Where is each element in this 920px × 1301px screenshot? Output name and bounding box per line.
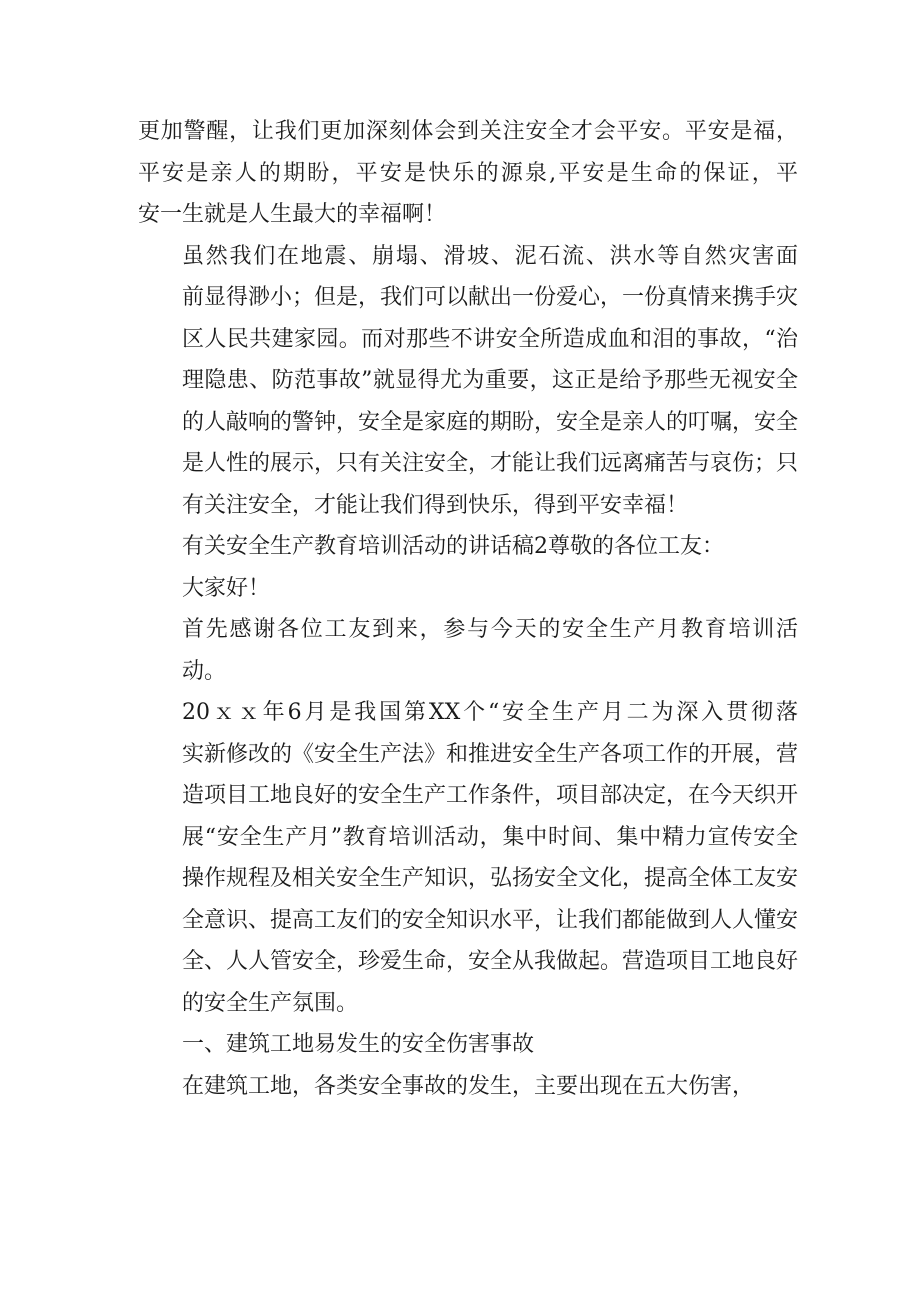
text-line: 造项目工地良好的安全生产工作条件，项目部决定，在今天织开 <box>182 783 799 808</box>
document-body <box>138 111 798 1107</box>
text-line: 平安是亲人的期盼，平安是快乐的源泉,平安是生命的保证，平 <box>138 160 798 186</box>
paragraph <box>138 1066 798 1108</box>
paragraph <box>138 526 798 568</box>
text-line: 20ｘｘ年6月是我国第XX个“安全生产月二为深入贯彻落 <box>182 700 798 725</box>
text-line: 虽然我们在地震、崩塌、滑坡、泥石流、洪水等自然灾害面 <box>182 243 798 269</box>
text-line: 是人性的展示，只有关注安全，才能让我们远离痛苦与哀伤；只 <box>182 451 799 476</box>
paragraph <box>138 568 798 610</box>
paragraph <box>138 692 798 1024</box>
text-line: 理隐患、防范事故”就显得尤为重要，这正是给予那些无视安全 <box>182 368 798 393</box>
text-line: 全意识、提高工友们的安全知识水平，让我们都能做到人人懂安 <box>182 907 799 933</box>
text-line: 安一生就是人生最大的幸福啊！ <box>138 202 447 227</box>
paragraph <box>138 111 798 236</box>
text-line: 首先感谢各位工友到来，参与今天的安全生产月教育培训活 <box>182 617 798 642</box>
text-line: 一、建筑工地易发生的安全伤害事故 <box>182 1032 535 1057</box>
text-line: 动。 <box>182 658 227 684</box>
paragraph <box>138 1024 798 1066</box>
text-line: 在建筑工地，各类安全事故的发生，主要出现在五大伤害， <box>182 1073 755 1099</box>
text-line: 的安全生产氛围。 <box>182 990 359 1016</box>
text-line: 有关安全生产教育培训活动的讲话稿2尊敬的各位工友： <box>182 534 724 559</box>
text-line: 区人民共建家园。而对那些不讲安全所造成血和泪的事故，“治 <box>182 326 798 352</box>
text-line: 实新修改的《安全生产法》和推进安全生产各项工作的开展，营 <box>182 741 799 767</box>
text-line: 更加警醒，让我们更加深刻体会到关注安全才会平安。平安是福， <box>138 119 798 144</box>
text-line: 的人敲响的警钟，安全是家庭的期盼，安全是亲人的叮嘱，安全 <box>182 409 799 435</box>
text-line: 展“安全生产月”教育培训活动，集中时间、集中精力宣传安全 <box>182 824 798 850</box>
paragraph <box>138 609 798 692</box>
text-line: 全、人人管安全，珍爱生命，安全从我做起。营造项目工地良好 <box>182 949 799 974</box>
paragraph <box>138 236 798 527</box>
text-line: 有关注安全，才能让我们得到快乐，得到平安幸福！ <box>182 492 689 518</box>
text-line: 前显得渺小；但是，我们可以献出一份爱心，一份真情来携手灾 <box>182 285 799 310</box>
text-line: 大家好！ <box>182 575 271 601</box>
text-line: 操作规程及相关安全生产知识，弘扬安全文化，提高全体工友安 <box>182 866 799 891</box>
